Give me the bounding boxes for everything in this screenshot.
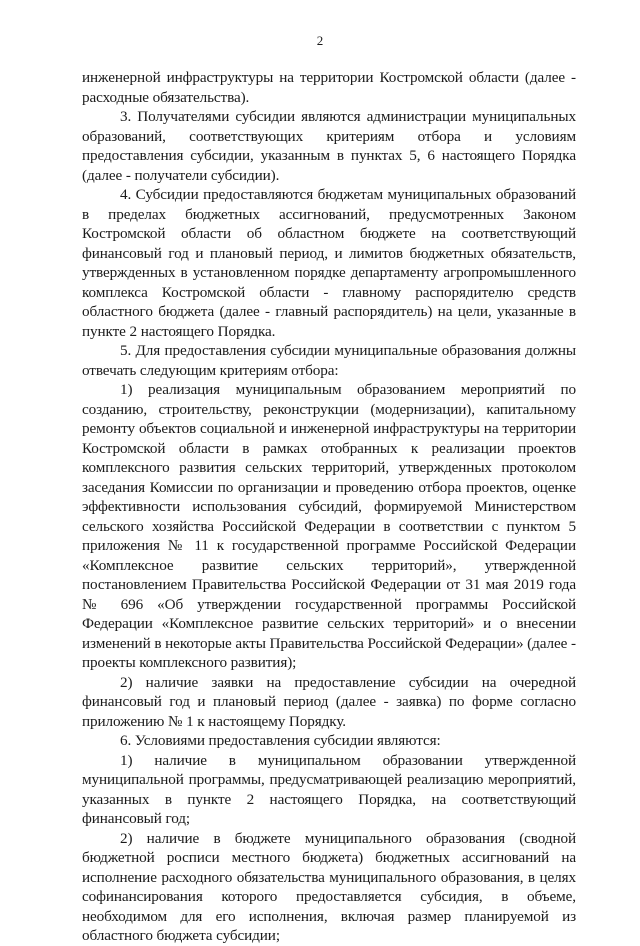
paragraph-item-5-subitem-2: 2) наличие заявки на предоставление субсидии на очередной финансовый год и плановый период (далее - заявка) по форме согласно приложению № 1 к настоящему Порядку. bbox=[82, 673, 576, 730]
document-body bbox=[82, 68, 576, 946]
paragraph-item-5-subitem-1: 1) реализация муниципальным образованием мероприятий по созданию, строительству, реконструкции (модернизации), капитальному ремонту объектов социальной и инженерной инфраструктуры на территории Костромской области в рамках отобранных к реализации проектов комплексного развития сельских территорий, утвержденных протоколом заседания Комиссии по организации и проведению отбора проектов, оценке эффективности использования субсидий, формируемой Министерством сельского хозяйства Российской Федерации в соответствии с пунктом 5 приложения № 11 к государственной программе Российской Федерации «Комплексное развитие сельских территорий», утвержденной постановлением Правительства Российской Федерации от 31 мая 2019 года № 696 «Об утверждении государственной программы Российской Федерации «Комплексное развитие сельских территорий» и о внесении изменений в некоторые акты Правительства Российской Федерации» (далее - проекты комплексного развития); bbox=[82, 381, 576, 671]
paragraph-item-6-subitem-2: 2) наличие в бюджете муниципального образования (сводной бюджетной росписи местного бюджета) бюджетных ассигнований на исполнение расходного обязательства муниципального образования, в целях софинансирования которого предоставляется субсидия, в объеме, необходимом для его исполнения, включая размер планируемой из областного бюджета субсидии; bbox=[82, 829, 576, 944]
page-number: 2 bbox=[316, 33, 324, 48]
paragraph-item-5: 5. Для предоставления субсидии муниципальные образования должны отвечать следующим критериям отбора: bbox=[82, 342, 576, 379]
paragraph-item-6-subitem-1: 1) наличие в муниципальном образовании утвержденной муниципальной программы, предусматривающей реализацию мероприятий, указанных в пункте 2 настоящего Порядка, на соответствующий финансовый год; bbox=[82, 751, 576, 827]
paragraph-continuation: инженерной инфраструктуры на территории Костромской области (далее - расходные обязательства). bbox=[82, 69, 576, 106]
paragraph-item-3: 3. Получателями субсидии являются администрации муниципальных образований, соответствующих критериям отбора и условиям предоставления субсидии, указанным в пунктах 5, 6 настоящего Порядка (далее - получатели субсидии). bbox=[82, 108, 576, 184]
paragraph-item-6: 6. Условиями предоставления субсидии являются: bbox=[120, 732, 441, 749]
paragraph-item-4: 4. Субсидии предоставляются бюджетам муниципальных образований в пределах бюджетных ассигнований, предусмотренных Законом Костромской области об областном бюджете на соответствующий финансовый год и плановый период, и лимитов бюджетных обязательств, утвержденных в установленном порядке департаменту агропромышленного комплекса Костромской области - главному распорядителю средств областного бюджета (далее - главный распорядитель) на цели, указанные в пункте 2 настоящего Порядка. bbox=[82, 186, 576, 340]
